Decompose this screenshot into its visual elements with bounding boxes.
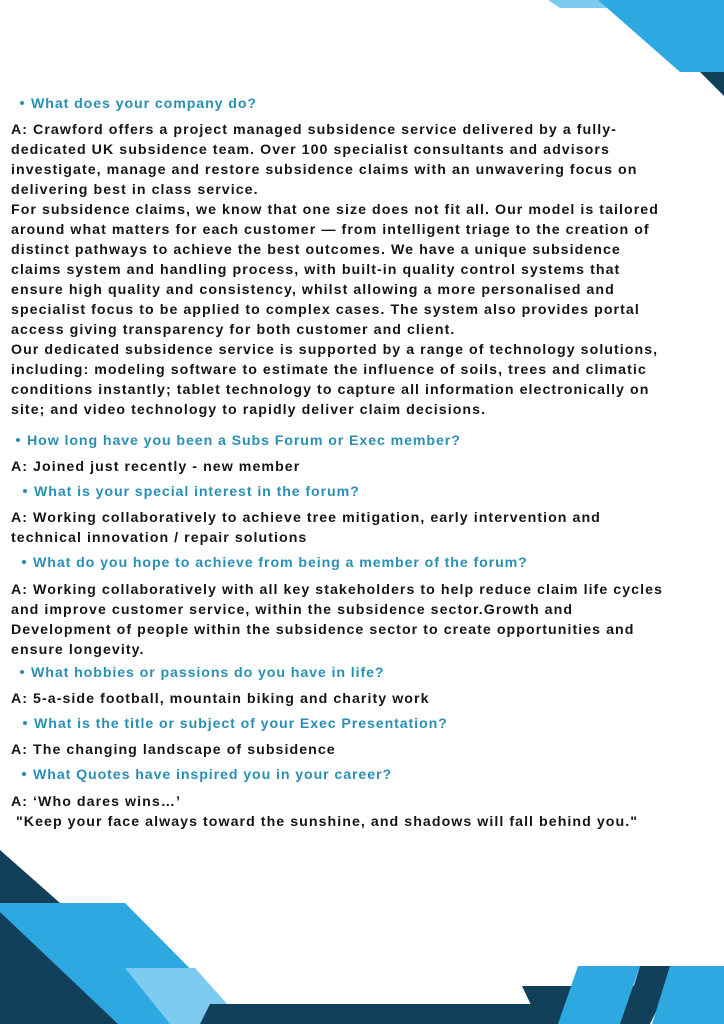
question-heading (22, 767, 392, 783)
question-text: What is the title or subject of your Exec Presentation? (34, 716, 448, 732)
bullet-icon (20, 670, 24, 674)
answer-line: ensure longevity. (11, 642, 145, 658)
answer-line: A: The changing landscape of subsidence (11, 742, 336, 758)
answer-line: investigate, manage and restore subsidence claims with an unwavering focus on (11, 162, 638, 178)
question-text: What do you hope to achieve from being a member of the forum? (33, 555, 528, 571)
answer-block (11, 792, 723, 832)
question-text: What Quotes have inspired you in your career? (33, 767, 393, 783)
answer-line: ensure high quality and consistency, whilst allowing a more personalised and (11, 282, 615, 298)
question-text: How long have you been a Subs Forum or Exec member? (27, 433, 461, 449)
question-text: What hobbies or passions do you have in life? (31, 665, 385, 681)
answer-block (11, 740, 723, 760)
bottom-right-decoration (522, 966, 724, 1024)
question-heading (20, 96, 257, 112)
answer-block (11, 580, 723, 660)
question-heading (23, 716, 448, 732)
answer-line: A: Working collaboratively to achieve tree mitigation, early intervention and (11, 510, 601, 526)
answer-line: "Keep your face always toward the sunshine, and shadows will fall behind you." (11, 814, 638, 830)
question-heading (20, 665, 384, 681)
answer-line: A: ‘Who dares wins…’ (11, 794, 181, 810)
answer-line: including: modeling software to estimate the influence of soils, trees and climatic (11, 362, 647, 378)
answer-line: delivering best in class service. (11, 182, 259, 198)
bullet-icon (16, 438, 20, 442)
answer-line: distinct pathways to achieve the best outcomes. We have a unique subsidence (11, 242, 621, 258)
answer-line: dedicated UK subsidence team. Over 100 specialist consultants and advisors (11, 142, 610, 158)
answer-line: claims system and handling process, with built-in quality control systems that (11, 262, 621, 278)
bottom-left-decoration (0, 850, 560, 1024)
answer-line: Development of people within the subsidence sector to create opportunities and (11, 622, 635, 638)
answer-line: and improve customer service, within the subsidence sector.Growth and (11, 602, 574, 618)
answer-line: technical innovation / repair solutions (11, 530, 308, 546)
answer-line: Our dedicated subsidence service is supported by a range of technology solutions, (11, 342, 659, 358)
answer-line: access giving transparency for both customer and client. (11, 322, 456, 338)
answer-line: site; and video technology to rapidly deliver claim decisions. (11, 402, 487, 418)
answer-line: around what matters for each customer — from intelligent triage to the creation of (11, 222, 650, 238)
answer-line: A: Crawford offers a project managed subsidence service delivered by a fully- (11, 122, 617, 138)
answer-block (11, 508, 723, 548)
answer-block (11, 120, 723, 420)
answer-line: specialist focus to be applied to complex cases. The system also provides portal (11, 302, 640, 318)
answer-block (11, 689, 723, 709)
question-heading (22, 555, 528, 571)
answer-line: A: Joined just recently - new member (11, 459, 301, 475)
bullet-icon (23, 489, 27, 493)
bullet-icon (20, 101, 24, 105)
answer-line: conditions instantly; tablet technology to capture all information electronically on (11, 382, 650, 398)
answer-line: A: Working collaboratively with all key stakeholders to help reduce claim life cycles (11, 582, 663, 598)
answer-block (11, 457, 723, 477)
question-text: What is your special interest in the forum? (34, 484, 360, 500)
question-text: What does your company do? (31, 96, 257, 112)
question-heading (23, 484, 360, 500)
top-right-decoration (548, 0, 724, 96)
answer-line: For subsidence claims, we know that one size does not fit all. Our model is tailored (11, 202, 659, 218)
question-heading (16, 433, 461, 449)
bullet-icon (23, 721, 27, 725)
bullet-icon (22, 772, 26, 776)
bullet-icon (22, 560, 26, 564)
answer-line: A: 5-a-side football, mountain biking and charity work (11, 691, 430, 707)
